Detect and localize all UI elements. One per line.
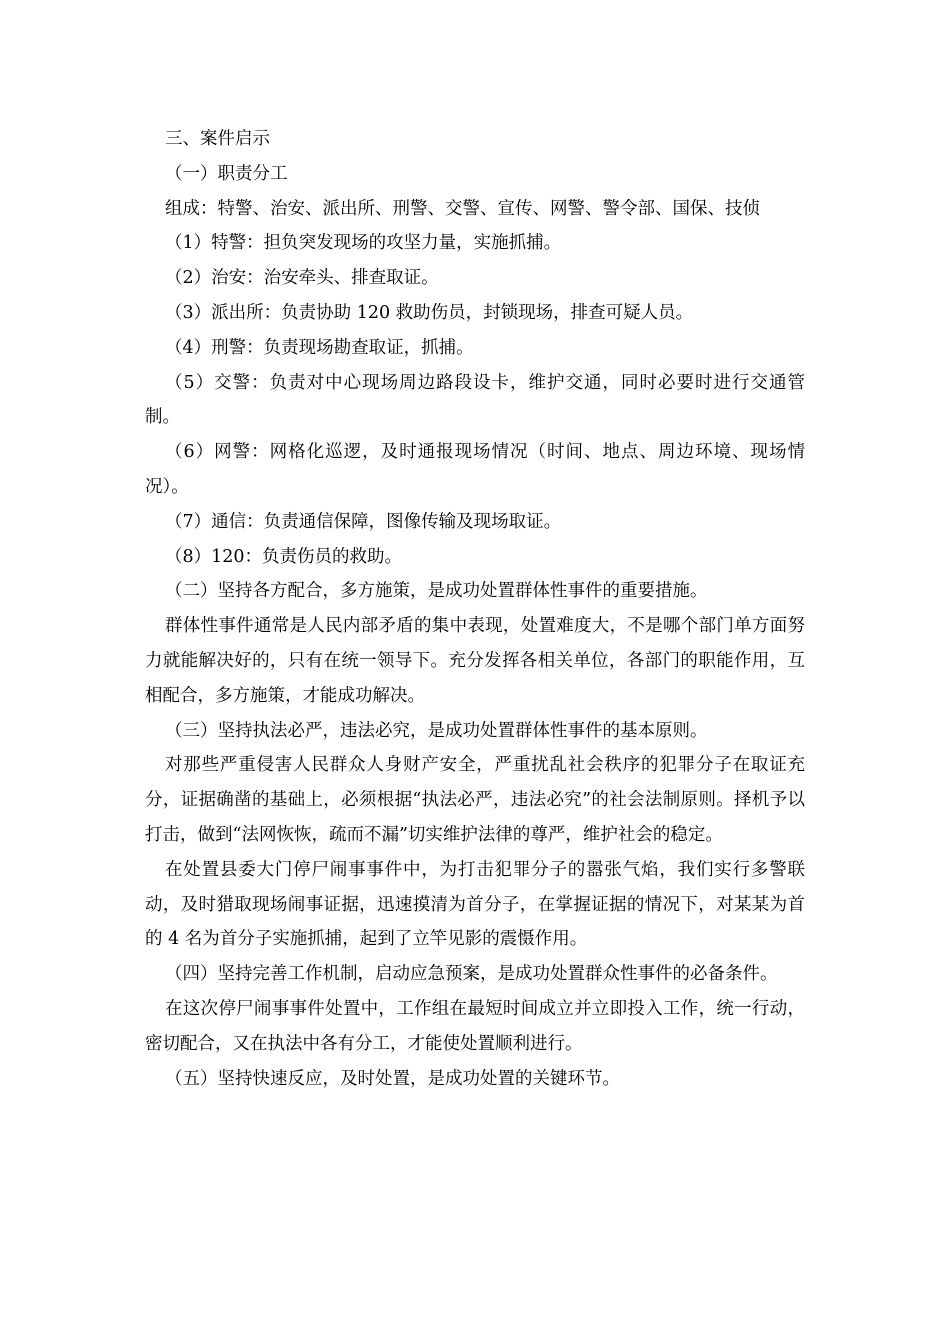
list-item: （3）派出所：负责协助 120 救助伤员，封锁现场，排查可疑人员。 xyxy=(165,302,694,323)
list-item: （1）特警：担负突发现场的攻坚力量，实施抓捕。 xyxy=(165,233,562,254)
list-item: （4）刑警：负责现场勘查取证，抓捕。 xyxy=(165,337,474,358)
subsection-heading: （三）坚持执法必严，违法必究，是成功处置群体性事件的基本原则。 xyxy=(165,720,708,741)
subsection-heading: （一）职责分工 xyxy=(165,163,288,184)
list-item: （7）通信：负责通信保障，图像传输及现场取证。 xyxy=(165,511,562,532)
subsection-heading: （五）坚持快速反应，及时处置，是成功处置的关键环节。 xyxy=(165,1068,620,1089)
paragraph: 对那些严重侵害人民群众人身财产安全，严重扰乱社会秩序的犯罪分子在取证充分，证据确凿的基础上，必须根据“执法必严，违法必究”的社会法制原则。择机予以打击，做到“法网恢恢，疏而不漏”切实维护法律的尊严，维护社会的稳定。 xyxy=(145,755,805,845)
list-item: （6）网警：网格化巡逻，及时通报现场情况（时间、地点、周边环境、现场情况）。 xyxy=(145,442,805,497)
paragraph: 组成：特警、治安、派出所、刑警、交警、宣传、网警、警令部、国保、技侦 xyxy=(165,198,760,219)
subsection-heading: （四）坚持完善工作机制，启动应急预案，是成功处置群众性事件的必备条件。 xyxy=(165,964,778,985)
paragraph: 在处置县委大门停尸闹事事件中，为打击犯罪分子的嚣张气焰，我们实行多警联动，及时猎取现场闹事证据，迅速摸清为首分子，在掌握证据的情况下，对某某为首的 4 名为首分子实施抓捕，起到了立竿见影的震慑作用。 xyxy=(145,859,805,950)
section-heading: 三、案件启示 xyxy=(165,129,270,149)
list-item: （8）120：负责伤员的救助。 xyxy=(165,546,403,567)
list-item: （5）交警：负责对中心现场周边路段设卡，维护交通，同时必要时进行交通管制。 xyxy=(145,372,805,428)
list-item: （2）治安：治安牵头、排查取证。 xyxy=(165,268,439,289)
paragraph: 群体性事件通常是人民内部矛盾的集中表现，处置难度大，不是哪个部门单方面努力就能解决好的，只有在统一领导下。充分发挥各相关单位，各部门的职能作用，互相配合，多方施策，才能成功解决。 xyxy=(145,616,805,706)
subsection-heading: （二）坚持各方配合，多方施策，是成功处置群体性事件的重要措施。 xyxy=(165,581,708,602)
paragraph: 在这次停尸闹事事件处置中，工作组在最短时间成立并立即投入工作，统一行动，密切配合，又在执法中各有分工，才能使处置顺利进行。 xyxy=(145,998,805,1054)
